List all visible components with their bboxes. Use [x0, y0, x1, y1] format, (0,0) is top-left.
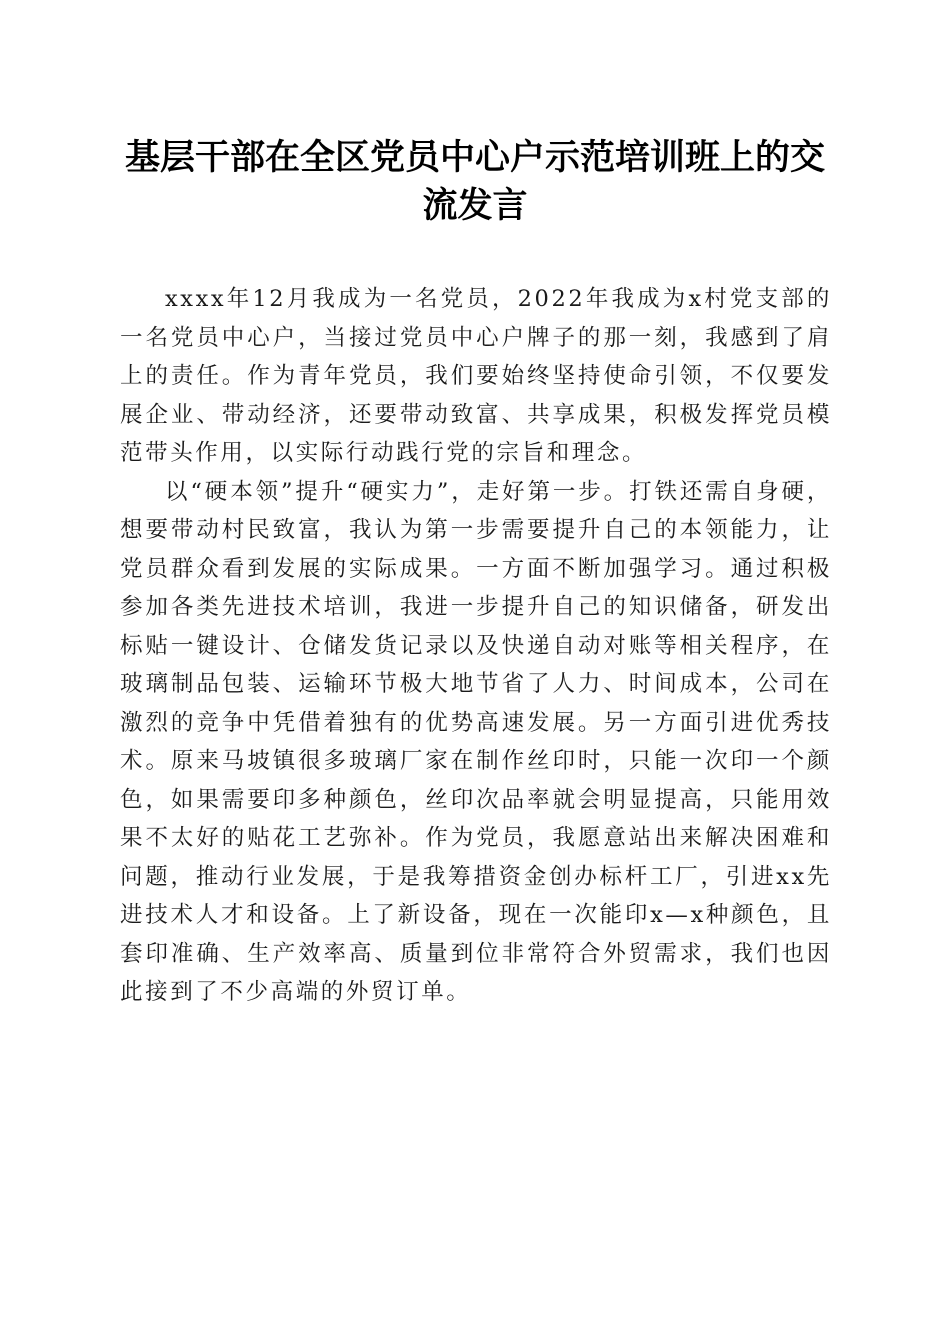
paragraph-2: 以“硬本领”提升“硬实力”，走好第一步。打铁还需自身硬，想要带动村民致富，我认为第一步需要提升自己的本领能力，让党员群众看到发展的实际成果。一方面不断加强学习。通过积极参加各类先进技术培训，我进一步提升自己的知识储备，研发出标贴一键设计、仓储发货记录以及快递自动对账等相关程序，在玻璃制品包装、运输环节极大地节省了人力、时间成本，公司在激烈的竞争中凭借着独有的优势高速发展。另一方面引进优秀技术。原来马坡镇很多玻璃厂家在制作丝印时，只能一次印一个颜色，如果需要印多种颜色，丝印次品率就会明显提高，只能用效果不太好的贴花工艺弥补。作为党员，我愿意站出来解决困难和问题，推动行业发展，于是我筹措资金创办标杆工厂，引进xx先进技术人才和设备。上了新设备，现在一次能印x—x种颜色，且套印准确、生产效率高、质量到位非常符合外贸需求，我们也因此接到了不少高端的外贸订单。: [120, 478, 832, 1005]
document-body: [120, 280, 832, 1012]
document-title: 基层干部在全区党员中心户示范培训班上的交流发言: [124, 137, 825, 226]
paragraph-1: xxxx年12月我成为一名党员，2022年我成为x村党支部的一名党员中心户，当接过党员中心户牌子的那一刻，我感到了肩上的责任。作为青年党员，我们要始终坚持使命引领，不仅要发展企业、带动经济，还要带动致富、共享成果，积极发挥党员模范带头作用，以实际行动践行党的宗旨和理念。: [120, 286, 832, 466]
